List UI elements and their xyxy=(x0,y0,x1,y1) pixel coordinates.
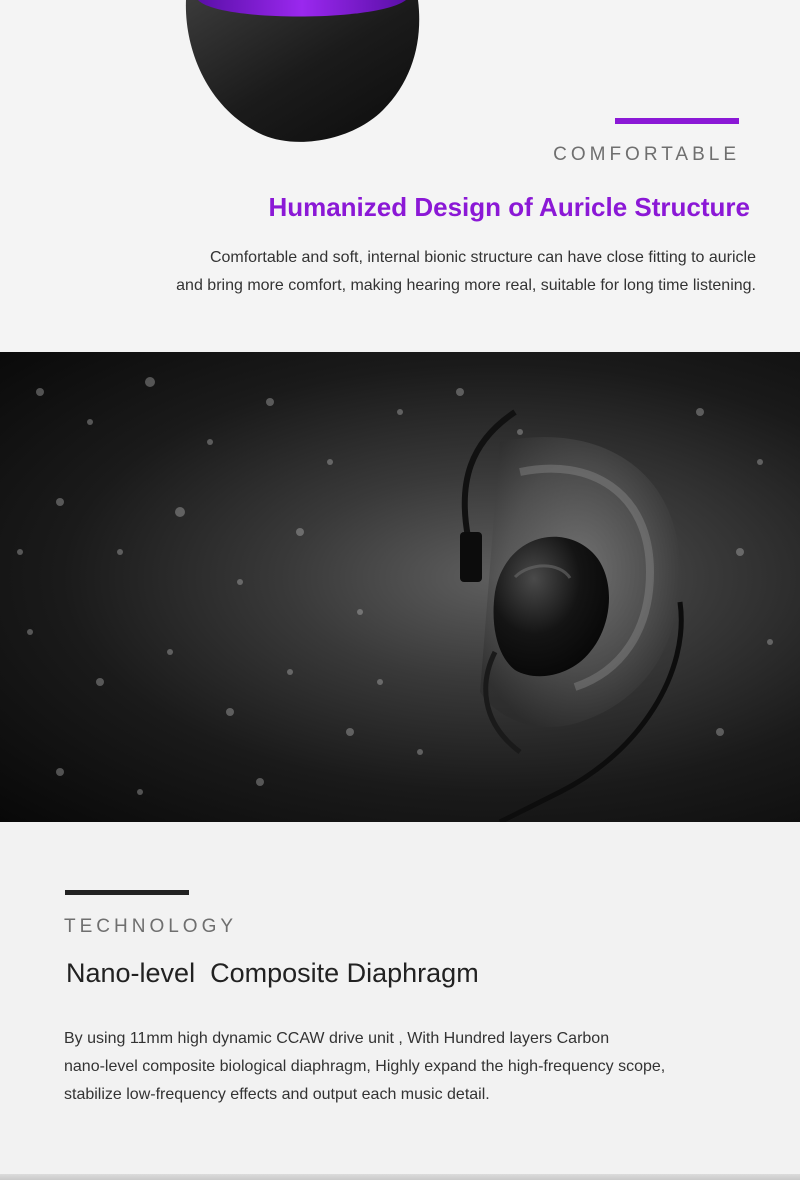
technology-heading: Nano-level Composite Diaphragm xyxy=(66,958,479,988)
comfort-kicker: COMFORTABLE xyxy=(553,144,740,165)
technology-description xyxy=(64,1025,764,1109)
technology-kicker: TECHNOLOGY xyxy=(64,916,238,937)
technology-section xyxy=(0,824,800,1174)
comfort-description xyxy=(56,244,756,300)
comfort-heading: Humanized Design of Auricle Structure xyxy=(268,192,750,222)
technology-description-line: nano-level composite biological diaphragm, Highly expand the high-frequency scope, xyxy=(64,1058,666,1075)
earphone-in-ear-photo xyxy=(0,352,800,822)
bottom-divider xyxy=(0,1174,800,1180)
eartip-image xyxy=(178,0,428,145)
technology-accent-line xyxy=(65,890,189,895)
comfort-description-line: and bring more comfort, making hearing more real, suitable for long time listening. xyxy=(176,277,756,294)
earphone-illustration xyxy=(0,352,800,822)
technology-description-line: By using 11mm high dynamic CCAW drive unit , With Hundred layers Carbon xyxy=(64,1030,610,1047)
comfort-accent-line xyxy=(615,118,739,124)
comfort-description-line: Comfortable and soft, internal bionic structure can have close fitting to auricle xyxy=(209,249,756,266)
technology-description-line: stabilize low-frequency effects and output each music detail. xyxy=(64,1086,490,1103)
